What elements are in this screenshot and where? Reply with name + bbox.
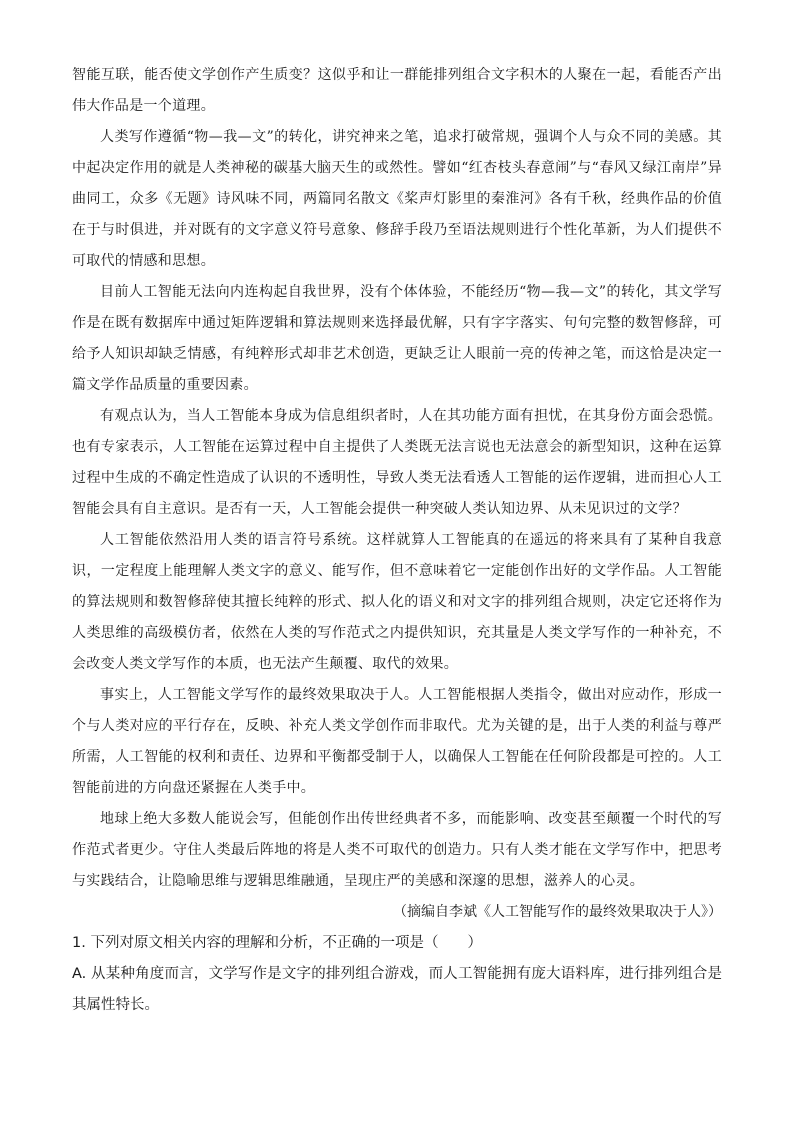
paragraph-1: 智能互联，能否使文学创作产生质变？这似乎和让一群能排列组合文字积木的人聚在一起，看能否产出伟大作品是一个道理。	[72, 67, 722, 114]
option-a: A. 从某种角度而言，文学写作是文字的排列组合游戏，而人工智能拥有庞大语料库，进行排列组合是其属性特长。	[72, 966, 722, 1013]
paragraph-5: 人工智能依然沿用人类的语言符号系统。这样就算人工智能真的在遥远的将来具有了某种自我意识，一定程度上能理解人类文字的意义、能写作，但不意味着它一定能创作出好的文学作品。人工智能的算法规则和数智修辞使其擅长纯粹的形式、拟人化的语义和对文字的排列组合规则，决定它还将作为人类思维的高级模仿者，依然在人类的写作范式之内提供知识，充其量是人类文学写作的一种补充，不会改变人类文学写作的本质，也无法产生颠覆、取代的效果。	[72, 532, 722, 672]
document-page	[72, 60, 722, 1021]
paragraph-3: 目前人工智能无法向内连构起自我世界，没有个体体验，不能经历“物—我—文”的转化，其文学写作是在既有数据库中通过矩阵逻辑和算法规则来选择最优解，只有字字落实、句句完整的数智修辞，可给予人知识却缺乏情感，有纯粹形式却非艺术创造，更缺乏让人眼前一亮的传神之笔，而这恰是决定一篇文学作品质量的重要因素。	[72, 284, 722, 393]
paragraph-4: 有观点认为，当人工智能本身成为信息组织者时，人在其功能方面有担忧，在其身份方面会恐慌。也有专家表示，人工智能在运算过程中自主提供了人类既无法言说也无法意会的新型知识，这种在运算过程中生成的不确定性造成了认识的不透明性，导致人类无法看透人工智能的运作逻辑，进而担心人工智能会具有自主意识。是否有一天，人工智能会提供一种突破人类认知边界、从未见识过的文学？	[72, 408, 722, 517]
question-1: 1. 下列对原文相关内容的理解和分析，不正确的一项是（ ）	[72, 935, 482, 951]
paragraph-7: 地球上绝大多数人能说会写，但能创作出传世经典者不多，而能影响、改变甚至颠覆一个时代的写作范式者更少。守住人类最后阵地的将是人类不可取代的创造力。只有人类才能在文学写作中，把思考与实践结合，让隐喻思维与逻辑思维融通，呈现庄严的美感和深邃的思想，滋养人的心灵。	[72, 811, 722, 889]
paragraph-6: 事实上，人工智能文学写作的最终效果取决于人。人工智能根据人类指令，做出对应动作，形成一个与人类对应的平行存在，反映、补充人类文学创作而非取代。尤为关键的是，出于人类的利益与尊严所需，人工智能的权利和责任、边界和平衡都受制于人，以确保人工智能在任何阶段都是可控的。人工智能前进的方向盘还紧握在人类手中。	[72, 687, 722, 796]
paragraph-2: 人类写作遵循“物—我—文”的转化，讲究神来之笔，追求打破常规，强调个人与众不同的美感。其中起决定作用的就是人类神秘的碳基大脑天生的或然性。譬如“红杏枝头春意闹”与“春风又绿江南岸”异曲同工，众多《无题》诗风味不同，两篇同名散文《桨声灯影里的秦淮河》各有千秋，经典作品的价值在于与时俱进，并对既有的文字意义符号意象、修辞手段乃至语法规则进行个性化革新，为人们提供不可取代的情感和思想。	[72, 129, 722, 269]
source-citation: （摘编自李斌《人工智能写作的最终效果取决于人》）	[393, 904, 722, 920]
